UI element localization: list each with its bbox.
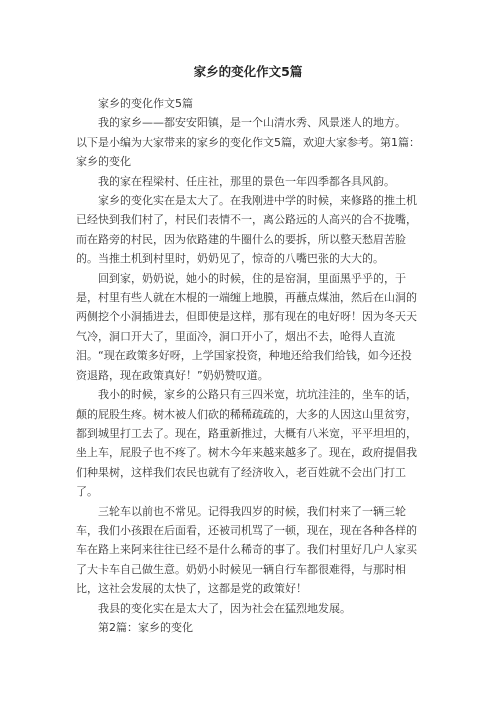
document-title: 家乡的变化作文5篇 <box>193 64 303 79</box>
paragraph: 家乡的变化实在是太大了。在我刚进中学的时候，来修路的推土机已经快到我们村了，村民们表情不一，离公路远的人高兴的合不拢嘴，而在路旁的村民，因为依路建的牛圈什么的要拆，所以整天愁眉苦脸的。当推土机到村里时，奶奶见了，惊奇的八嘴巴张的大大的。 <box>76 194 417 266</box>
paragraph: 以下是小编为大家带来的家乡的变化作文5篇，欢迎大家参考。第1篇：家乡的变化 <box>76 135 420 169</box>
paragraph: 我的家乡——都安安阳镇，是一个山清水秀、风景迷人的地方。 <box>98 116 406 130</box>
document-body <box>76 94 420 637</box>
paragraph: 三轮车以前也不常见。记得我四岁的时候，我们村来了一辆三轮车，我们小孩跟在后面看，还被司机骂了一顿，现在，现在各种各样的车在路上来阿来往往已经不是什么稀奇的事了。我们村里好几户人家买了大卡车自己做生意。奶奶小时候见一辆自行车都很难得，与那时相比，这社会发展的太快了，这都是党的政策好！ <box>76 504 417 596</box>
paragraph: 我小的时候，家乡的公路只有三四米宽，坑坑洼洼的，坐车的话，颠的屁股生疼。树木被人们砍的稀稀疏疏的，大多的人因这山里贫穷，都到城里打工去了。现在，路重新推过，大概有八米宽，平平坦坦的，坐上车，屁股子也不疼了。树木今年来越来越多了。现在，政府提倡我们种果树，这样我们农民也就有了经济收入，老百姓就不会出门打工了。 <box>76 388 417 499</box>
section-heading: 家乡的变化作文5篇 <box>98 97 193 110</box>
paragraph: 回到家，奶奶说，她小的时候，住的是窑洞，里面黑乎乎的，于是，村里有些人就在木棍的一端缠上地膜，再蘸点煤油，然后在山洞的两侧挖个小洞插进去，但即使是这样，那有现在的电好呀！因为冬天天气冷，洞口开大了，里面冷，洞口开小了，烟出不去，呛得人直流泪。“现在政策多好呀，上学国家投资，种地还给我们给钱，如今还投资退路，现在政策真好！”奶奶赞叹道。 <box>76 271 417 382</box>
section-heading: 第2篇：家乡的变化 <box>98 620 193 634</box>
paragraph: 我的家在程梁村、任庄社，那里的景色一年四季都各具风韵。 <box>98 174 395 188</box>
paragraph: 我县的变化实在是太大了，因为社会在猛烈地发展。 <box>98 601 351 615</box>
